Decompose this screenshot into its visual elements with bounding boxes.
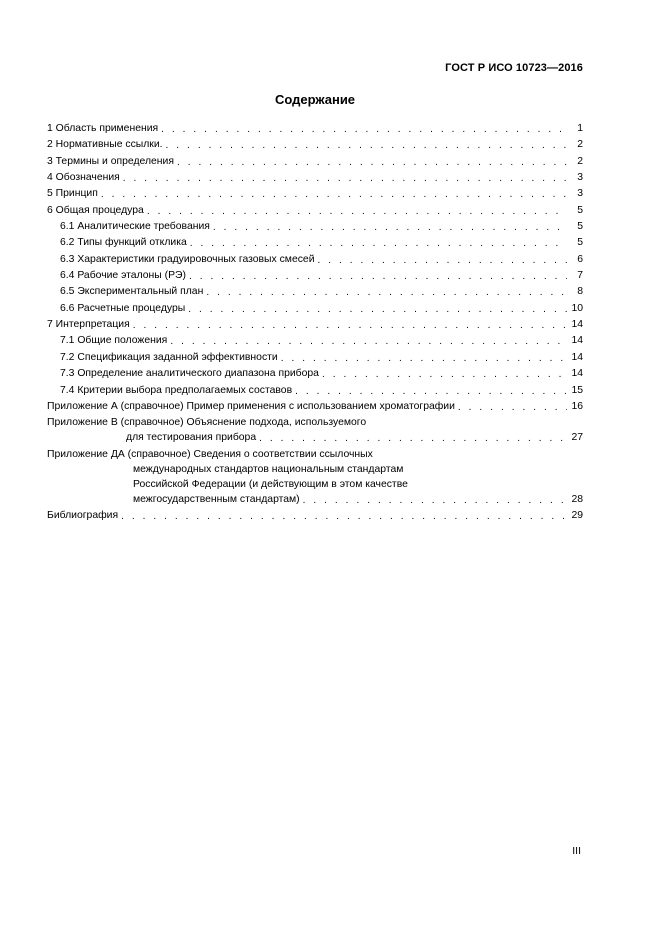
toc-entry-appendix-da[interactable] bbox=[47, 447, 583, 508]
toc-entry-label: 6.4 Рабочие эталоны (РЭ) bbox=[60, 268, 189, 284]
toc-entry-label: 7 Интерпретация bbox=[47, 317, 133, 333]
toc-entry-page: 14 bbox=[571, 368, 583, 380]
leader-dots bbox=[133, 319, 567, 333]
leader-dots bbox=[101, 188, 567, 202]
toc-entry-page: 6 bbox=[577, 253, 583, 265]
toc-entry-7-2[interactable] bbox=[47, 350, 583, 366]
leader-dots bbox=[166, 139, 567, 153]
toc-entry-6-1[interactable] bbox=[47, 219, 583, 235]
toc-entry-page: 14 bbox=[571, 319, 583, 331]
toc-entry-7-4[interactable] bbox=[47, 383, 583, 399]
leader-dots bbox=[121, 510, 567, 524]
toc-entry-label: межгосударственным стандартам) bbox=[133, 493, 300, 505]
toc-title: Содержание bbox=[274, 92, 356, 107]
leader-dots bbox=[161, 123, 567, 137]
leader-dots bbox=[206, 286, 567, 300]
toc-entry-7-3[interactable] bbox=[47, 366, 583, 382]
toc-entry-page: 29 bbox=[571, 509, 583, 521]
toc-entry-page: 16 bbox=[571, 400, 583, 412]
toc-entry-label: 2 Нормативные ссылки. bbox=[47, 137, 166, 153]
toc-entry-label: 6.2 Типы функций отклика bbox=[60, 235, 190, 251]
toc-entry-label: 7.4 Критерии выбора предполагаемых составов bbox=[60, 383, 295, 399]
leader-dots bbox=[259, 432, 567, 446]
toc-entry-3[interactable] bbox=[47, 154, 583, 170]
toc-entry-label: 7.2 Спецификация заданной эффективности bbox=[60, 350, 281, 366]
leader-dots bbox=[295, 385, 567, 399]
leader-dots bbox=[190, 237, 567, 251]
leader-dots bbox=[303, 494, 568, 508]
toc-entry-label: 1 Область применения bbox=[47, 121, 161, 137]
leader-dots bbox=[188, 303, 567, 317]
toc-entry-label: 3 Термины и определения bbox=[47, 154, 177, 170]
toc-entry-page: 14 bbox=[571, 335, 583, 347]
toc-entry-7-1[interactable] bbox=[47, 333, 583, 349]
toc-entry-page: 2 bbox=[577, 155, 583, 167]
toc-entry-appendix-b[interactable] bbox=[47, 415, 583, 446]
toc-entry-5[interactable] bbox=[47, 186, 583, 202]
toc-entry-1[interactable] bbox=[47, 121, 583, 137]
toc-entry-page: 3 bbox=[577, 172, 583, 184]
leader-dots bbox=[318, 254, 568, 268]
leader-dots bbox=[177, 156, 567, 170]
toc-entry-label: международных стандартов национальным стандартам bbox=[133, 463, 404, 475]
toc-entry-label: для тестирования прибора bbox=[126, 432, 257, 444]
toc-entry-label: Приложение В (справочное) Объяснение подхода, используемого bbox=[47, 417, 367, 429]
toc-entry-6-4[interactable] bbox=[47, 268, 583, 284]
toc-entry-page: 1 bbox=[577, 123, 583, 134]
toc-entry-label: 6.5 Экспериментальный план bbox=[60, 284, 206, 300]
toc-entry-label: Приложение ДА (справочное) Сведения о соответствии ссылочных bbox=[47, 448, 373, 460]
toc-entry-bibliography[interactable] bbox=[47, 508, 583, 524]
toc-entry-4[interactable] bbox=[47, 170, 583, 186]
toc-entry-7[interactable] bbox=[47, 317, 583, 333]
leader-dots bbox=[322, 368, 567, 382]
toc-entry-page: 5 bbox=[577, 237, 583, 249]
table-of-contents bbox=[47, 121, 583, 524]
toc-entry-page: 14 bbox=[571, 351, 583, 363]
leader-dots bbox=[123, 172, 567, 186]
leader-dots bbox=[170, 335, 567, 349]
toc-entry-page: 5 bbox=[577, 204, 583, 216]
toc-entry-page: 7 bbox=[577, 270, 583, 282]
toc-entry-label: 6.3 Характеристики градуировочных газовых смесей bbox=[60, 252, 318, 268]
toc-entry-6-3[interactable] bbox=[47, 252, 583, 268]
toc-entry-label: 4 Обозначения bbox=[47, 170, 123, 186]
toc-entry-6[interactable] bbox=[47, 203, 583, 219]
toc-entry-label: 6 Общая процедура bbox=[47, 203, 147, 219]
page-number: III bbox=[572, 845, 581, 857]
toc-entry-label: Российской Федерации (и действующим в этом качестве bbox=[133, 478, 408, 490]
toc-entry-label: 7.1 Общие положения bbox=[60, 333, 170, 349]
toc-entry-label: Приложение А (справочное) Пример применения с использованием хроматографии bbox=[47, 399, 458, 415]
leader-dots bbox=[458, 401, 567, 415]
toc-entry-label: 5 Принцип bbox=[47, 186, 101, 202]
toc-entry-page: 27 bbox=[571, 432, 583, 444]
toc-entry-page: 2 bbox=[577, 139, 583, 151]
standard-designation: ГОСТ Р ИСО 10723—2016 bbox=[445, 62, 583, 74]
toc-entry-appendix-a[interactable] bbox=[47, 399, 583, 415]
toc-entry-page: 28 bbox=[571, 493, 583, 505]
toc-entry-6-5[interactable] bbox=[47, 284, 583, 300]
leader-dots bbox=[281, 352, 567, 366]
toc-entry-page: 8 bbox=[577, 286, 583, 298]
toc-entry-page: 5 bbox=[577, 221, 583, 233]
toc-entry-page: 10 bbox=[571, 302, 583, 314]
toc-entry-label: 6.1 Аналитические требования bbox=[60, 219, 213, 235]
toc-entry-label: 6.6 Расчетные процедуры bbox=[60, 301, 188, 317]
toc-entry-page: 15 bbox=[571, 384, 583, 396]
leader-dots bbox=[189, 270, 567, 284]
toc-entry-label: Библиография bbox=[47, 508, 121, 524]
toc-entry-6-6[interactable] bbox=[47, 301, 583, 317]
toc-entry-6-2[interactable] bbox=[47, 235, 583, 251]
toc-entry-2[interactable] bbox=[47, 137, 583, 153]
leader-dots bbox=[147, 205, 567, 219]
leader-dots bbox=[213, 221, 567, 235]
toc-entry-page: 3 bbox=[577, 188, 583, 200]
toc-entry-label: 7.3 Определение аналитического диапазона прибора bbox=[60, 366, 322, 382]
